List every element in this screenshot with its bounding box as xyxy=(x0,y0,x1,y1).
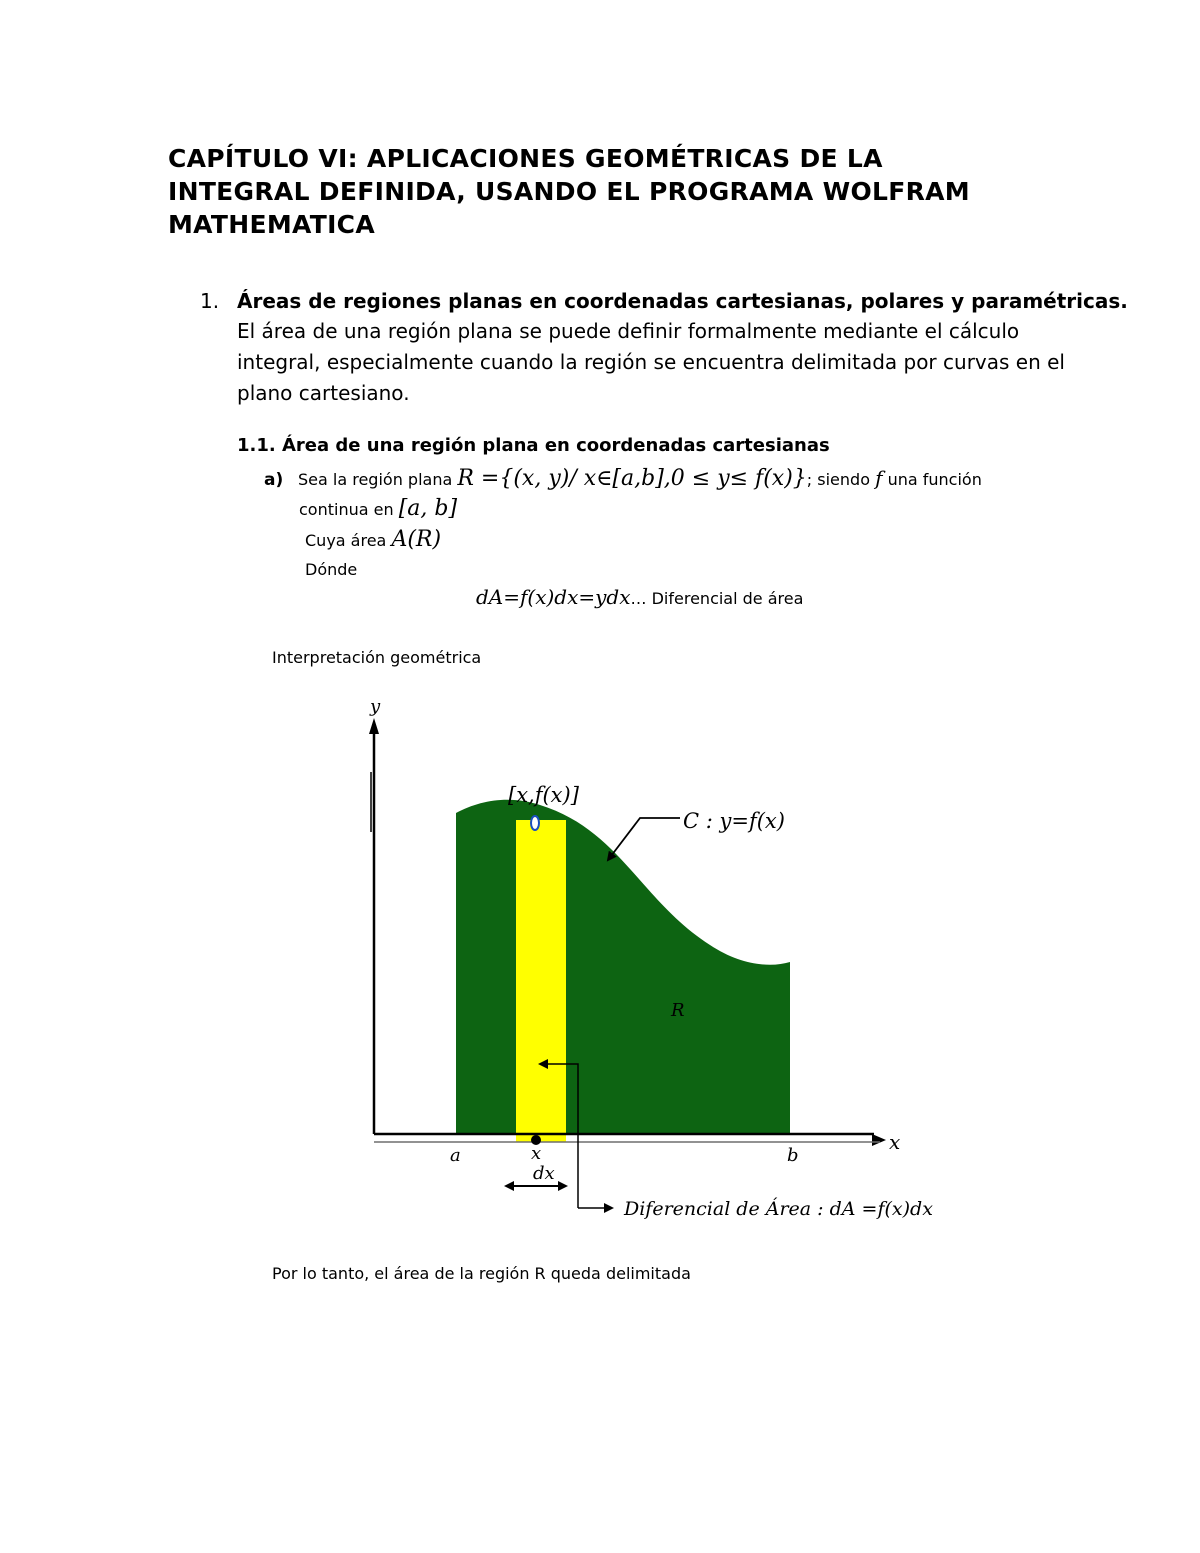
section-1-paragraph-line3: plano cartesiano. xyxy=(237,381,410,405)
y-axis-label: y xyxy=(370,696,381,717)
b-label: b xyxy=(787,1145,799,1166)
differential-formula-ellipsis: … xyxy=(630,589,647,608)
section-1-paragraph-line2: integral, especialmente cuando la región se encuentra delimitada por curvas en el xyxy=(237,350,1065,374)
item-a-semicolon: ; xyxy=(806,470,813,489)
differential-area-label: Diferencial de Área : dA =f(x)dx xyxy=(624,1198,933,1220)
region-definition-math: R ={(x, y)/ x∈[a,b],0 ≤ y≤ f(x)} xyxy=(457,466,807,491)
section-1-1-title: 1.1. Área de una región plana en coordenadas cartesianas xyxy=(237,435,830,456)
chapter-title-line3: MATHEMATICA xyxy=(168,210,375,239)
y-axis-arrowhead xyxy=(369,718,379,734)
x-axis-label: x xyxy=(889,1130,901,1154)
section-1-number: 1. xyxy=(200,289,220,313)
area-math: A(R) xyxy=(391,527,442,552)
region-area xyxy=(456,800,790,1134)
item-a-line4: Dónde xyxy=(305,560,358,579)
curve-point-marker xyxy=(531,816,539,830)
curve-label-arrow xyxy=(608,818,680,860)
x-tick-label: x xyxy=(531,1143,542,1164)
conclusion-text: Por lo tanto, el área de la región R queda delimitada xyxy=(272,1264,691,1283)
differential-strip xyxy=(516,820,566,1142)
differential-formula-math: dA=f(x)dx=ydx xyxy=(476,585,631,609)
function-f-math: f xyxy=(875,466,883,490)
dx-label: dx xyxy=(533,1163,555,1184)
item-a-siendo: siendo xyxy=(817,470,870,489)
continuous-text: continua en xyxy=(299,500,394,519)
section-1-paragraph-line1: El área de una región plana se puede definir formalmente mediante el cálculo xyxy=(237,319,1020,343)
chapter-title-line2: INTEGRAL DEFINIDA, USANDO EL PROGRAMA WOLFRAM xyxy=(168,177,970,206)
interval-math: [a, b] xyxy=(398,496,458,521)
differential-formula-text: Diferencial de área xyxy=(651,589,804,608)
a-label: a xyxy=(450,1145,461,1166)
item-a-rest: una función xyxy=(887,470,982,489)
region-label: R xyxy=(671,1000,685,1021)
chapter-title-line1: CAPÍTULO VI: APLICACIONES GEOMÉTRICAS DE LA xyxy=(168,144,883,173)
item-a-text: Sea la región plana xyxy=(298,470,453,489)
curve-label: C : y=f(x) xyxy=(683,809,785,833)
x-axis-arrowhead xyxy=(872,1134,886,1146)
area-text: Cuya área xyxy=(305,531,387,550)
section-1-title: Áreas de regiones planas en coordenadas cartesianas, polares y paramétricas. xyxy=(237,289,1128,313)
interpretation-label: Interpretación geométrica xyxy=(272,648,482,667)
item-a-label: a) xyxy=(264,470,284,490)
point-label: [x,f(x)] xyxy=(508,783,579,807)
